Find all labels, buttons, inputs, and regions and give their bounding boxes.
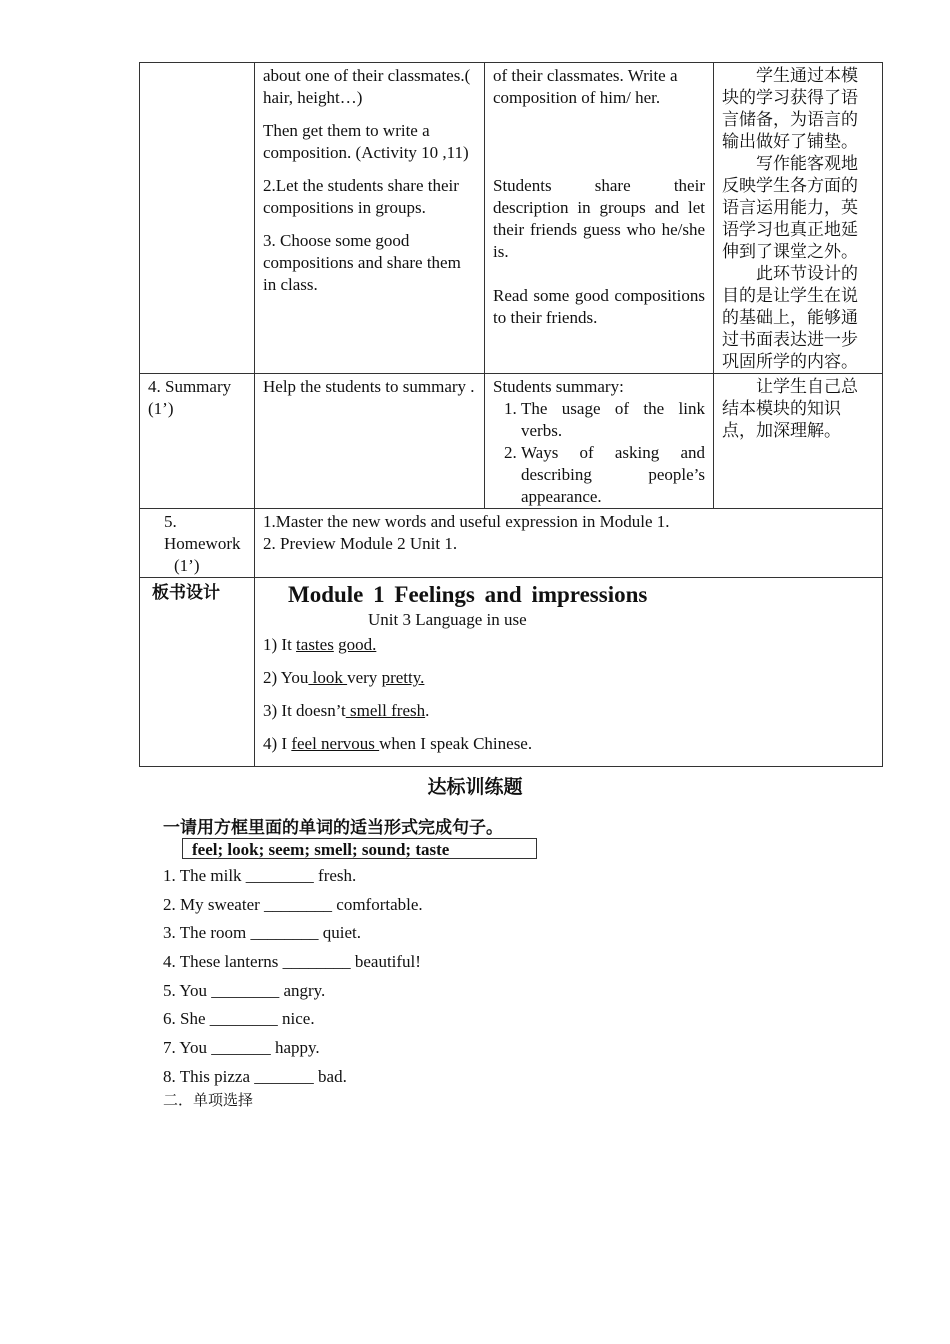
summary-intro: Students summary: xyxy=(493,377,624,396)
homework-label: 5. Homework (1’) xyxy=(140,509,255,578)
exercise-item: 1. The milk ________ fresh. xyxy=(163,866,357,885)
table-row-homework xyxy=(140,509,883,578)
exercise-items xyxy=(163,865,423,1095)
summary-teacher: Help the students to summary . xyxy=(255,374,485,509)
student-text-2: Students share their description in groups and let their friends guess who he/she is. xyxy=(493,176,705,261)
homework-content xyxy=(255,509,883,578)
teacher-text-2: Then get them to write a composition. (Activity 10 ,11) xyxy=(263,121,469,162)
exercise-item: 8. This pizza _______ bad. xyxy=(163,1066,347,1086)
board-line-1: 1) It tastes good. xyxy=(263,635,377,654)
cell-step-empty xyxy=(140,63,255,374)
board-line-4: 4) I feel nervous when I speak Chinese. xyxy=(263,734,533,753)
exercise-item: 3. The room ________ quiet. xyxy=(163,923,361,943)
teacher-text-4: 3. Choose some good compositions and share them in class. xyxy=(263,231,461,294)
table-row-board xyxy=(140,578,883,767)
teacher-text-3: 2.Let the students share their compositions in groups. xyxy=(263,176,459,217)
summary-point-2: 2. Ways of asking and describing people’s appearance. xyxy=(521,442,705,508)
exercise-title: 达标训练题 xyxy=(427,776,523,798)
cell-design-purpose xyxy=(714,63,883,374)
summary-label: 4. Summary (1’) xyxy=(140,374,255,509)
board-design-label: 板书设计 xyxy=(140,578,255,767)
word-box: feel; look; seem; smell; sound; taste xyxy=(182,838,537,859)
summary-point-1: 1. The usage of the link verbs. xyxy=(521,398,705,442)
exercise-item: 2. My sweater ________ comfortable. xyxy=(163,894,423,914)
table-row-summary xyxy=(140,374,883,509)
table-row-writing xyxy=(140,63,883,374)
summary-purpose: 让学生自己总结本模块的知识点，加深理解。 xyxy=(714,374,883,509)
homework-item-1: 1.Master the new words and useful expression in Module 1. xyxy=(263,512,670,531)
board-line-3: 3) It doesn’t smell fresh. xyxy=(263,701,430,720)
teacher-text-1: about one of their classmates.( hair, height…) xyxy=(263,66,471,107)
summary-points xyxy=(493,398,705,508)
exercise-item: 6. She ________ nice. xyxy=(163,1009,315,1029)
section-two-heading: 二．单项选择 xyxy=(163,1091,254,1109)
board-subtitle: Unit 3 Language in use xyxy=(368,610,527,629)
cell-teacher-activity xyxy=(255,63,485,374)
lesson-plan-table xyxy=(139,62,883,767)
board-title: Module 1 Feelings and impressions xyxy=(288,582,648,607)
student-text-3: Read some good compositions to their friends. xyxy=(493,286,705,327)
exercise-item: 5. You ________ angry. xyxy=(163,980,326,1000)
summary-students xyxy=(485,374,714,509)
student-text-1: of their classmates. Write a composition of him/ her. xyxy=(493,66,678,107)
cell-student-activity xyxy=(485,63,714,374)
board-line-2: 2) You look very pretty. xyxy=(263,668,425,687)
purpose-text-3: 此环节设计的目的是让学生在说的基础上，能够通过书面表达进一步巩固所学的内容。 xyxy=(722,264,858,372)
exercise-item: 4. These lanterns ________ beautiful! xyxy=(163,952,421,972)
exercise-item: 7. You _______ happy. xyxy=(163,1038,320,1058)
purpose-text-1: 学生通过本模块的学习获得了语言储备，为语言的输出做好了铺垫。 xyxy=(722,66,858,152)
homework-item-2: 2. Preview Module 2 Unit 1. xyxy=(263,534,458,553)
board-design-content xyxy=(255,578,883,767)
exercise-instruction: 一请用方框里面的单词的适当形式完成句子。 xyxy=(163,818,503,838)
purpose-text-2: 写作能客观地反映学生各方面的语言运用能力，英语学习也真正地延伸到了课堂之外。 xyxy=(722,154,858,262)
